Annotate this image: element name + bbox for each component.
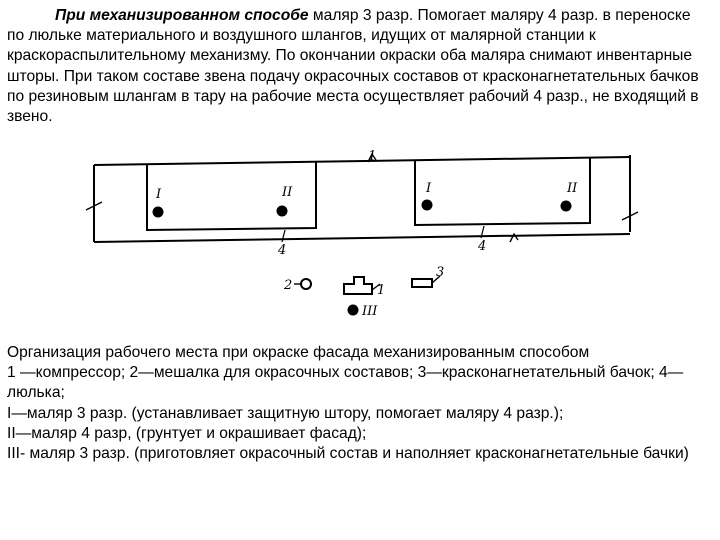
right-cradle [415,158,590,225]
worker-I-left-icon [153,207,164,218]
facade-line [94,157,630,165]
caption-line-4: III- маляр 3 разр. (приготовляет окрасочный состав и наполняет красконагнетательные бачки) [7,445,689,463]
tank-icon [412,279,432,287]
label-2: 2 [284,278,293,293]
intro-text: маляр 3 разр. Помогает маляру 4 разр. в переноске по люльке материального и воздушного шлангов, идущих от малярной станции к краскораспылительному механизму. По окончании окраски оба маляра снимают инвентарные шторы. При таком составе звена подачу окрасочных составов от красконагнетательных бачков по резиновым шлангам в тару на рабочие места осуществляет рабочий 4 разр., не входящий в звено. [7,7,699,126]
figure-caption [7,343,707,464]
mixer-icon [301,279,311,289]
diagram-svg [80,150,650,325]
workplace-diagram [80,150,650,325]
caption-line-3: II—маляр 4 разр, (грунтует и окрашивает фасад); [7,424,367,442]
label-right-I: I [426,181,432,196]
caption-title: Организация рабочего места при окраске фасада механизированным способом [7,344,590,361]
worker-I-right-icon [422,200,433,211]
intro-paragraph [7,6,707,127]
compressor-icon [344,277,372,294]
label-right-4: 4 [478,239,487,254]
worker-II-right-icon [561,201,572,212]
label-top-1: 1 [368,150,377,164]
label-3: 3 [436,265,445,280]
worker-markers [153,200,572,316]
label-III: III [362,304,378,319]
label-left-4: 4 [278,243,287,258]
caption-line-1: 1 —компрессор; 2—мешалка для окрасочных составов; 3—красконагнетательный бачок; 4—люлька; [7,364,684,402]
intro-lead: При механизированном способе [55,7,309,24]
worker-II-left-icon [277,206,288,217]
caption-line-2: I—маляр 3 разр. (устанавливает защитную штору, помогает маляру 4 разр.); [7,404,564,422]
ground-line [94,234,630,242]
label-right-II: II [567,181,578,196]
label-left-II: II [282,185,293,200]
label-1: 1 [377,283,386,298]
worker-III-icon [348,305,359,316]
label-left-I: I [156,187,162,202]
